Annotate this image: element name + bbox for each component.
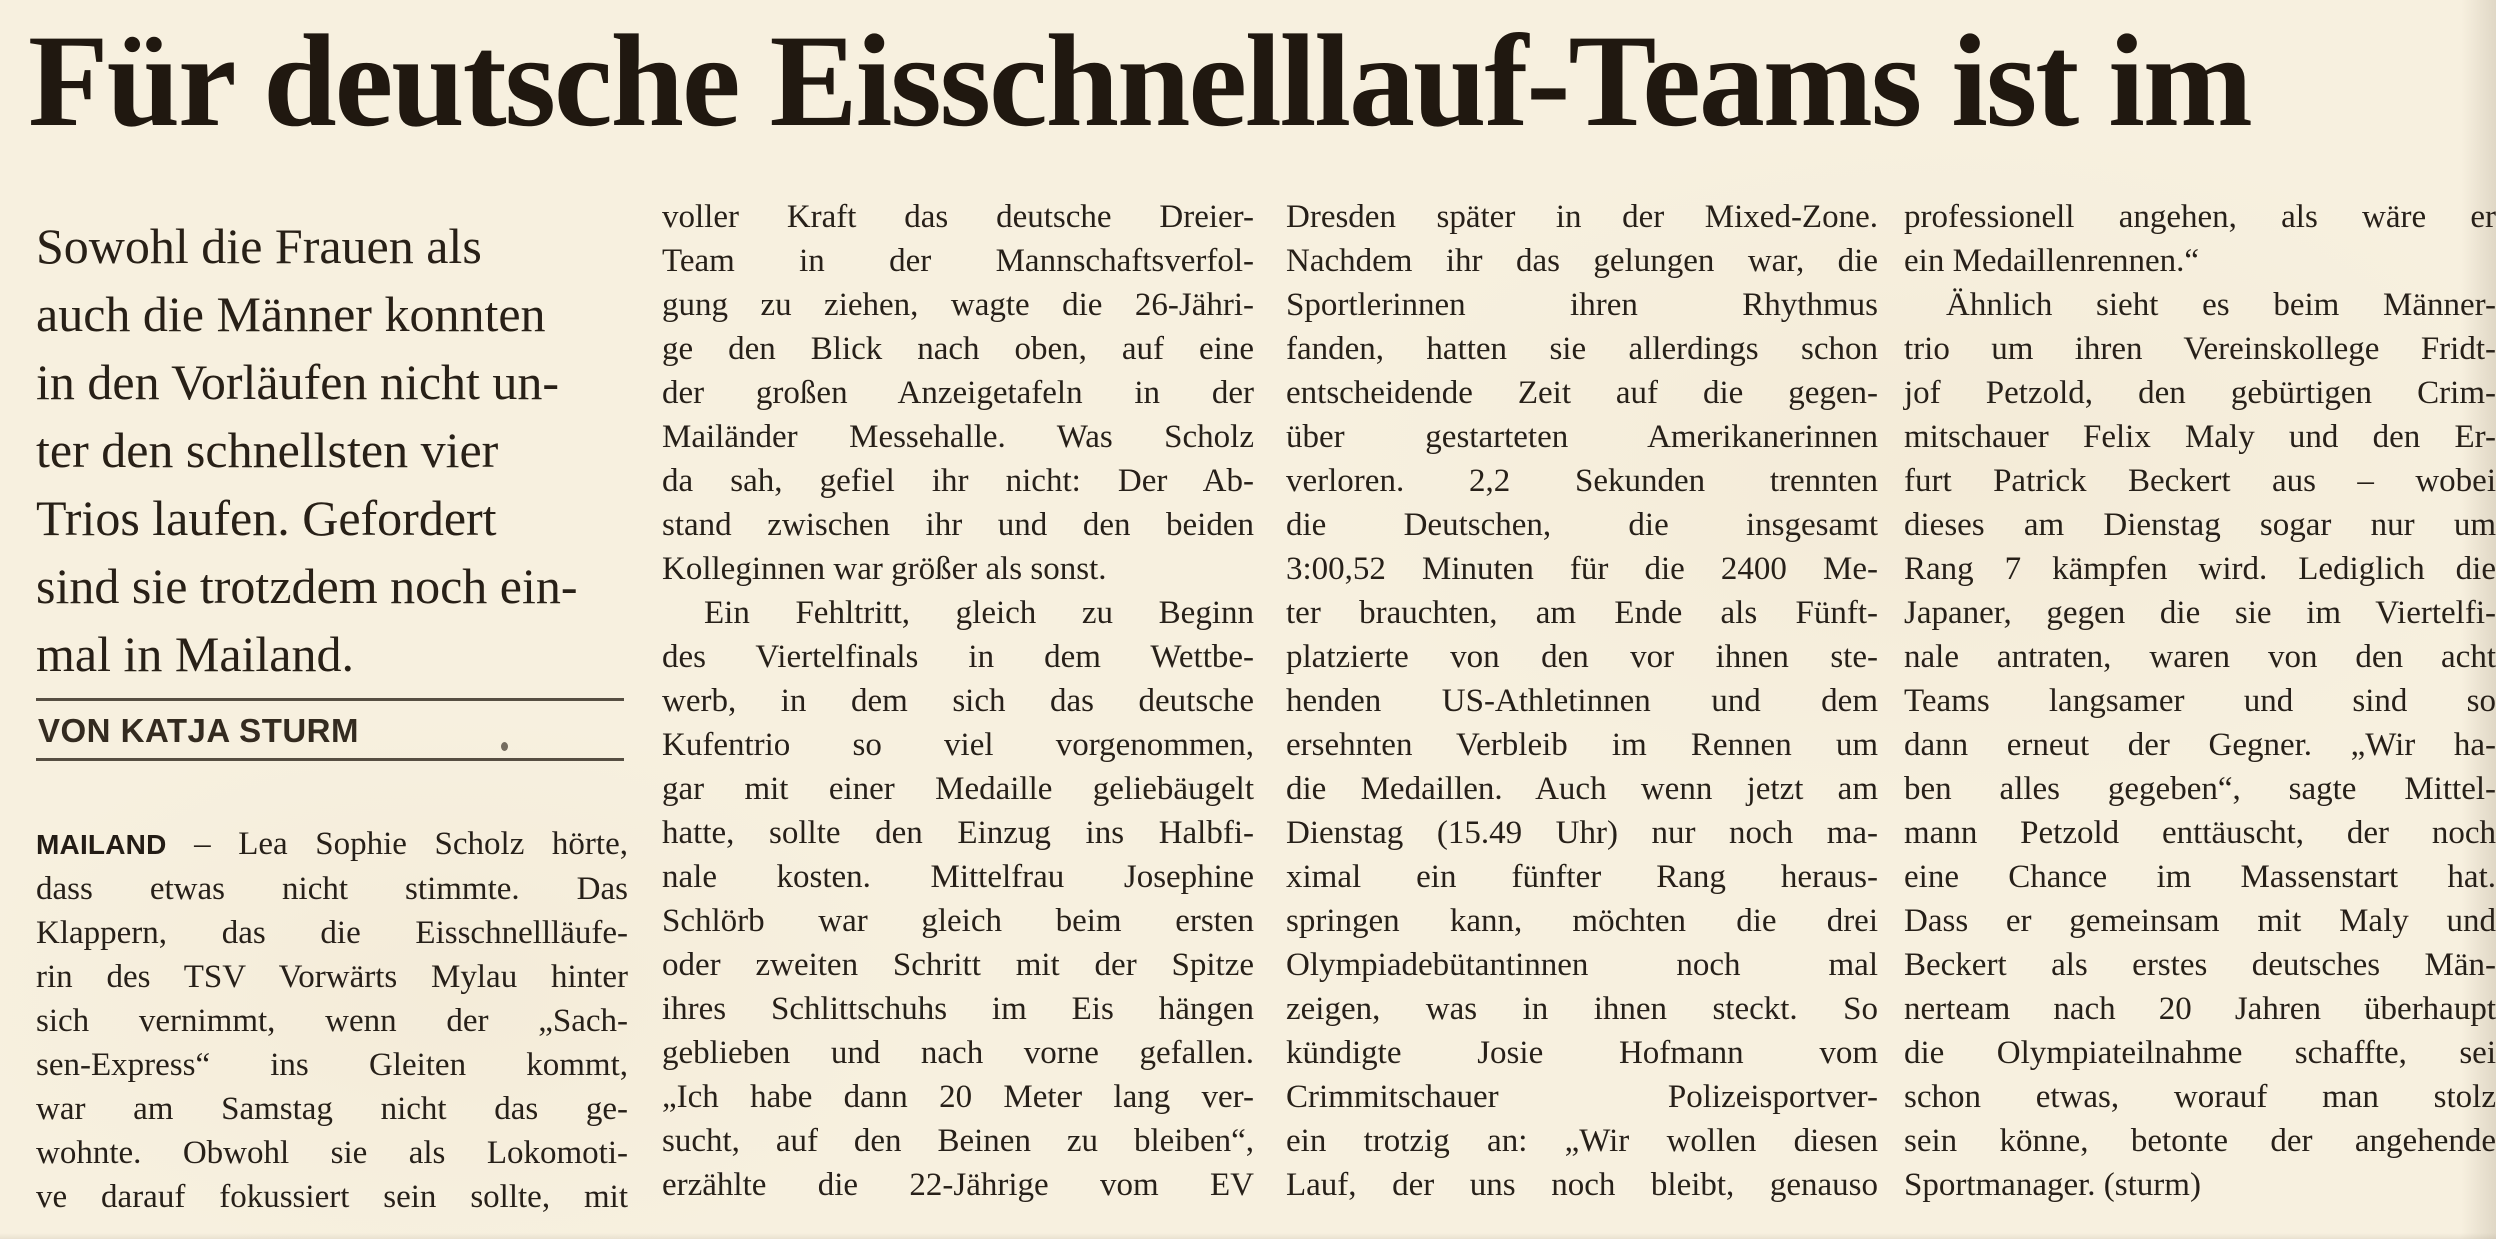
body-line: eine Chance im Massenstart hat. (1904, 859, 2496, 895)
body-line: dieses am Dienstag sogar nur um (1904, 507, 2496, 543)
body-line: Kufentrio so viel vorgenommen, (662, 727, 1254, 763)
body-line: ter brauchten, am Ende als Fünft- (1286, 595, 1878, 631)
byline-block (36, 698, 624, 761)
article-column-3 (1286, 195, 1878, 1207)
body-line: nale kosten. Mittelfrau Josephine (662, 859, 1254, 895)
body-line: Dass er gemeinsam mit Maly und (1904, 903, 2496, 939)
body-line: die Medaillen. Auch wenn jetzt am (1286, 771, 1878, 807)
body-line: ve darauf fokussiert sein sollte, mit (36, 1179, 628, 1215)
body-line: voller Kraft das deutsche Dreier- (662, 199, 1254, 235)
body-line: ben alles gegeben“, sagte Mittel- (1904, 771, 2496, 807)
body-line: Kolleginnen war größer als sonst. (662, 551, 1107, 587)
body-line: furt Patrick Beckert aus – wobei (1904, 463, 2496, 499)
body-line: der großen Anzeigetafeln in der (662, 375, 1254, 411)
body-line: werb, in dem sich das deutsche (662, 683, 1254, 719)
body-line: da sah, gefiel ihr nicht: Der Ab- (662, 463, 1254, 499)
body-line: oder zweiten Schritt mit der Spitze (662, 947, 1254, 983)
body-line: geblieben und nach vorne gefallen. (662, 1035, 1254, 1071)
body-line: Schlörb war gleich beim ersten (662, 903, 1254, 939)
body-line: ximal ein fünfter Rang heraus- (1286, 859, 1878, 895)
article-column-1 (36, 822, 628, 1219)
body-line: sich vernimmt, wenn der „Sach- (36, 1003, 628, 1039)
body-line: entscheidende Zeit auf die gegen- (1286, 375, 1878, 411)
body-line: sen-Express“ ins Gleiten kommt, (36, 1047, 628, 1083)
body-line: erzählte die 22-Jährige vom EV (662, 1167, 1254, 1203)
body-line: 3:00,52 Minuten für die 2400 Me- (1286, 551, 1878, 587)
body-line: wohnte. Obwohl sie als Lokomoti- (36, 1135, 628, 1171)
body-line: gar mit einer Medaille geliebäugelt (662, 771, 1254, 807)
body-line: ein Medaillenrennen.“ (1904, 243, 2200, 279)
body-line: die Deutschen, die insgesamt (1286, 507, 1878, 543)
body-line: ein trotzig an: „Wir wollen diesen (1286, 1123, 1878, 1159)
body-line: sein könne, betonte der angehende (1904, 1123, 2496, 1159)
body-line: mann Petzold enttäuscht, der noch (1904, 815, 2496, 851)
body-line: sucht, auf den Beinen zu bleiben“, (662, 1123, 1254, 1159)
body-line: war am Samstag nicht das ge- (36, 1091, 628, 1127)
body-line: springen kann, möchten die drei (1286, 903, 1878, 939)
body-line: jof Petzold, den gebürtigen Crim- (1904, 375, 2496, 411)
body-line: zeigen, was in ihnen steckt. So (1286, 991, 1878, 1027)
body-line: Ähnlich sieht es beim Männer- (1946, 287, 2496, 323)
body-line: nale antraten, waren von den acht (1904, 639, 2496, 675)
body-line: Sportlerinnen ihren Rhythmus (1286, 287, 1878, 323)
body-line: Lauf, der uns noch bleibt, genauso (1286, 1167, 1878, 1203)
body-line: nerteam nach 20 Jahren überhaupt (1904, 991, 2496, 1027)
lead-line: in den Vorläufen nicht un- (36, 354, 560, 410)
paper-bottom-edge-shadow (0, 1233, 2496, 1239)
body-line: Teams langsamer und sind so (1904, 683, 2496, 719)
body-line: trio um ihren Vereinskollege Fridt- (1904, 331, 2496, 367)
body-line: MAILAND – Lea Sophie Scholz hörte, (36, 826, 628, 862)
body-line: ge den Blick nach oben, auf eine (662, 331, 1254, 367)
lead-line: Sowohl die Frauen als (36, 218, 482, 274)
body-line: Nachdem ihr das gelungen war, die (1286, 243, 1878, 279)
body-line: ihres Schlittschuhs im Eis hängen (662, 991, 1254, 1027)
body-line: Olympiadebütantinnen noch mal (1286, 947, 1878, 983)
body-line: die Olympiateilnahme schaffte, sei (1904, 1035, 2496, 1071)
body-line: „Ich habe dann 20 Meter lang ver- (662, 1079, 1254, 1115)
body-line: Ein Fehltritt, gleich zu Beginn (704, 595, 1254, 631)
body-line: Mailänder Messehalle. Was Scholz (662, 419, 1254, 455)
lead-line: mal in Mailand. (36, 626, 354, 682)
ink-speck (501, 742, 508, 751)
body-line: Japaner, gegen die sie im Viertelfi- (1904, 595, 2496, 631)
body-line: dass etwas nicht stimmte. Das (36, 871, 628, 907)
body-line: gung zu ziehen, wagte die 26-Jähri- (662, 287, 1254, 323)
body-line: Dresden später in der Mixed-Zone. (1286, 199, 1878, 235)
body-line: Team in der Mannschaftsverfol- (662, 243, 1254, 279)
byline: VON KATJA STURM (38, 712, 359, 749)
dateline: MAILAND (36, 829, 167, 860)
lead-line: sind sie trotzdem noch ein- (36, 558, 578, 614)
lead-line: ter den schnellsten vier (36, 422, 499, 478)
body-line: mitschauer Felix Maly und den Er- (1904, 419, 2496, 455)
byline-rule-bottom (36, 758, 624, 761)
body-line: Crimmitschauer Polizeisportver- (1286, 1079, 1878, 1115)
body-line: platzierte von den vor ihnen ste- (1286, 639, 1878, 675)
body-line: ersehnten Verbleib im Rennen um (1286, 727, 1878, 763)
body-line: schon etwas, worauf man stolz (1904, 1079, 2496, 1115)
article-column-2 (662, 195, 1254, 1207)
lead-line: auch die Männer konnten (36, 286, 546, 342)
body-line: Dienstag (15.49 Uhr) nur noch ma- (1286, 815, 1878, 851)
body-line: professionell angehen, als wäre er (1904, 199, 2496, 235)
body-line: Beckert als erstes deutsches Män- (1904, 947, 2496, 983)
body-line: fanden, hatten sie allerdings schon (1286, 331, 1878, 367)
body-line: rin des TSV Vorwärts Mylau hinter (36, 959, 628, 995)
body-line: Sportmanager. (sturm) (1904, 1167, 2201, 1203)
lead-line: Trios laufen. Gefordert (36, 490, 497, 546)
article-lead (36, 212, 628, 688)
byline-rule-top (36, 698, 624, 701)
body-line: hatte, sollte den Einzug ins Halbfi- (662, 815, 1254, 851)
body-line: dann erneut der Gegner. „Wir ha- (1904, 727, 2496, 763)
body-line: Rang 7 kämpfen wird. Lediglich die (1904, 551, 2496, 587)
body-line: stand zwischen ihr und den beiden (662, 507, 1254, 543)
body-line: des Viertelfinals in dem Wettbe- (662, 639, 1254, 675)
article-headline: Für deutsche Eisschnelllauf-Teams ist im (28, 7, 2251, 154)
article-column-4 (1904, 195, 2496, 1207)
body-line: henden US-Athletinnen und dem (1286, 683, 1878, 719)
body-line: kündigte Josie Hofmann vom (1286, 1035, 1878, 1071)
body-line: Klappern, das die Eisschnellläufe- (36, 915, 628, 951)
body-line: verloren. 2,2 Sekunden trennten (1286, 463, 1878, 499)
body-line: über gestarteten Amerikanerinnen (1286, 419, 1878, 455)
